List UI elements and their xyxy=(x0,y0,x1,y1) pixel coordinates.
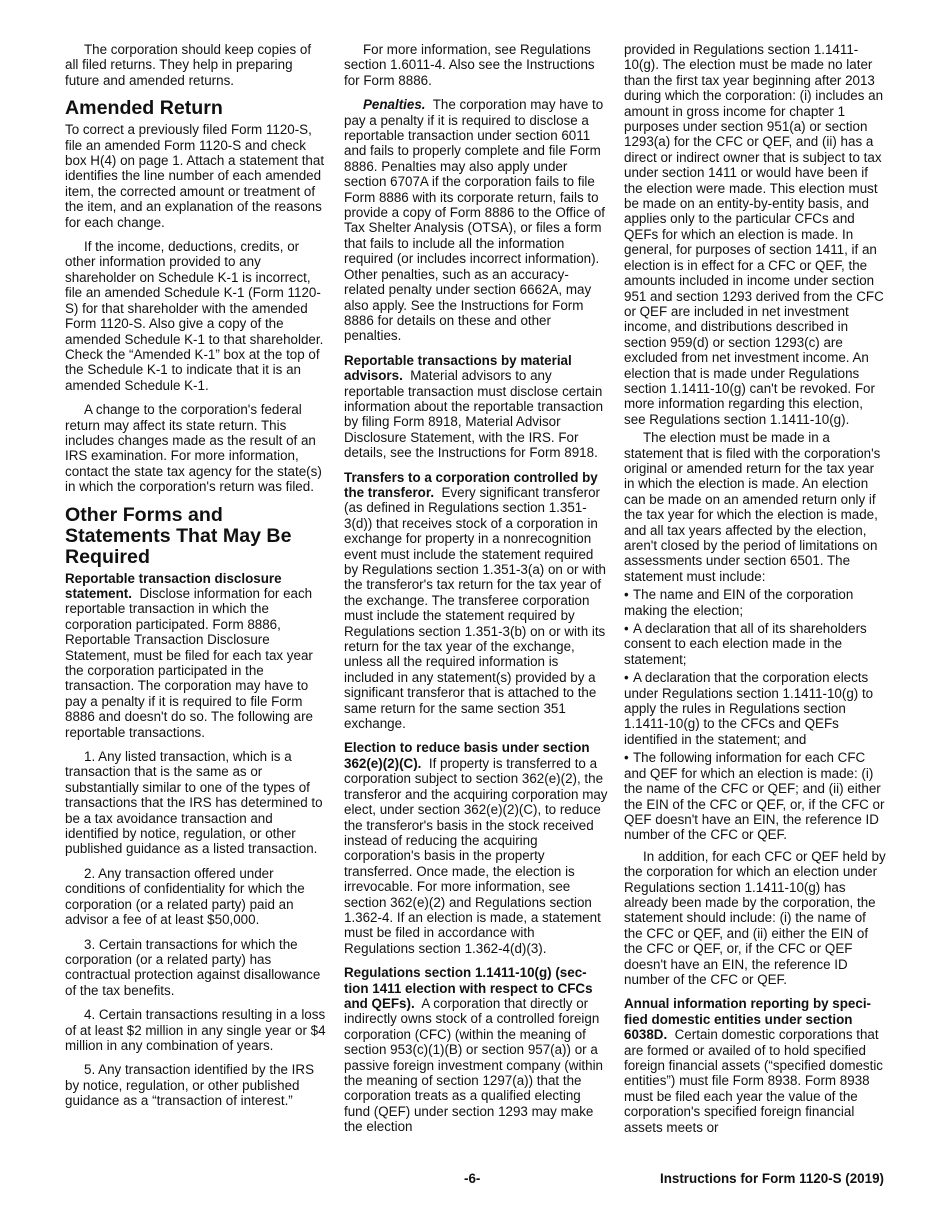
text-material-advisors: Material advisors to any reportable transaction must disclose certain information about the reportable transaction by filing Form 8918, Material Advisor Disclosure Statement, with the IRS. For details, see the Instructions for Form 8918. xyxy=(344,368,604,461)
text-election-reduce-basis: If property is transferred to a corporation subject to section 362(e)(2), the transferor and the acquiring corporation may elect, under section 362(e)(2)(C), to reduce the transferor's basis in the stock received instead of reducing the acquiring corporation's basis in the property transferred. Once made, the election is irrevocable. For more information, see section 362(e)(2) and Regulations section 1.362-4. If an election is made, a statement must be filed in accordance with Regulations section 1.362-4(d)(3). xyxy=(344,755,608,956)
heading-amended-return: Amended Return xyxy=(65,97,223,120)
list-item-2: 2. Any transaction offered under conditions of confidentiality for which the corporation (or a related party) paid an advisor a fee of at least $50,000. xyxy=(65,865,305,928)
paragraph-keep-copies: The corporation should keep copies of all filed returns. They help in preparing future and amended returns. xyxy=(65,42,312,88)
form-title: Instructions for Form 1120-S (2019) xyxy=(660,1171,884,1186)
paragraph-regulations-1411 xyxy=(344,965,608,1134)
runin-penalties: Penalties. xyxy=(363,97,426,113)
runin-election-reduce-basis: Election to reduce basis under section 362(e)(2)(C). xyxy=(344,740,590,771)
paragraph-annual-reporting xyxy=(624,996,886,1135)
runin-material-advisors: Reportable transactions by material advisors. xyxy=(344,352,572,384)
list-item-4: 4. Certain transactions resulting in a loss of at least $2 million in any single year or $4 million in any combination of years. xyxy=(65,1007,326,1053)
runin-regulations-1411: Regulations section 1.1411-10(g) (sec-tion 1411 election with respect to CFCs and QEFs). xyxy=(344,965,593,1011)
text-penalties: The corporation may have to pay a penalty if it is required to disclose a reportable transaction under section 6011 and fails to properly complete and file Form 8886. Penalties may also apply under section 6707A if the corporation fails to file Form 8886 with its corporate return, fails to provide a copy of Form 8886 to the Office of Tax Shelter Analysis (OTSA), or files a form that fails to include all the information required (or includes incorrect information). Other penalties, such as an accuracy-related penalty under section 6662A, may also apply. See the Instructions for Form 8886 for details on these and other penalties. xyxy=(344,97,606,344)
paragraph-amended-3: A change to the corporation's federal return may affect its state return. This includes changes made as the result of an IRS examination. For more information, contact the state tax agency for the state(s) in which the corporation's return was filed. xyxy=(65,402,322,495)
paragraph-disclosure-statement xyxy=(65,571,327,740)
bullet-item-3 xyxy=(624,670,886,747)
column-right xyxy=(624,42,886,1144)
text-transfers: Every significant transferor (as defined in Regulations section 1.351-3(d)) that receives stock of a corporation in exchange for property in a nonrecognition event must include the statement required by Regulations section 1.351-3(a) on or with the transferor's tax return for the tax year of the exchange. The transferee corporation must include the statement required by Regulations section 1.351-3(b) on or with its return for the tax year of the exchange, unless all the required information is included in any statement(s) provided by a significant transferor that is attached to the same return for the same section 351 exchange. xyxy=(344,484,607,732)
bullet-text-4: The following information for each CFC and QEF for which an election is made: (i) the name of the CFC or QEF; and (ii) either the EIN of the CFC or QEF, or, if the CFC or QEF doesn't have an EIN, the reference ID number of the CFC or QEF. xyxy=(624,750,885,843)
paragraph-more-info: For more information, see Regulations section 1.6011-4. Also see the Instructions for Form 8886. xyxy=(344,42,595,88)
list-item-1: 1. Any listed transaction, which is a transaction that is the same as or substantially similar to one of the types of transactions that the IRS has determined to be a tax avoidance transaction and identified by notice, regulation, or other published guidance as a listed transaction. xyxy=(65,749,323,857)
paragraph-penalties xyxy=(344,97,608,344)
page-number: -6- xyxy=(464,1171,481,1186)
bullet-icon: • xyxy=(624,587,629,603)
paragraph-election-reduce-basis xyxy=(344,740,608,956)
text-disclosure-statement: Disclose information for each reportable transaction in which the corporation participated. Form 8886, Reportable Transaction Disclosure Statement, must be filed for each tax year the corporation participated in the transaction. The corporation may have to pay a penalty if it is required to file Form 8886 and doesn't do so. The following are reportable transactions. xyxy=(65,585,313,740)
bullet-icon: • xyxy=(624,750,629,766)
column-middle xyxy=(344,42,608,1144)
heading-other-forms: Other Forms and Statements That May Be Required xyxy=(65,503,292,568)
paragraph-in-addition: In addition, for each CFC or QEF held by the corporation for which an election under Regulations section 1.1411-10(g) has already been made by the corporation, the statement should include: (i) the name of the CFC or QEF, and (ii) either the EIN of the CFC or QEF, or, if the CFC or QEF doesn't have an EIN, the reference ID number of the CFC or QEF. xyxy=(624,848,886,987)
bullet-item-1 xyxy=(624,587,886,618)
list-item-3: 3. Certain transactions for which the corporation (or a related party) has contractual protection against disallowance of the tax benefits. xyxy=(65,936,321,998)
paragraph-election-continued: provided in Regulations section 1.1411-10(g). The election must be made no later than the first tax year beginning after 2013 during which the corporation: (i) includes an amount in gross income for chapter 1 purposes under section 951(a) or section 1293(a) for the CFC or QEF, and (ii) has a direct or indirect owner that is subject to tax under section 1411 or would have been if the election were made. This election must be made on an entity-by-entity basis, and applies only to the particular CFCs and QEFs for which an election is made. In general, for purposes of section 1411, if an election is in effect for a CFC or QEF, the amounts included in income under section 951 and section 1293 derived from the CFC or QEF are included in net investment income, and distributions described in section 959(d) or section 1293(c) are excluded from net investment income. An election that is made under Regulations section 1.1411-10(g) can't be revoked. For more information regarding this election, see Regulations section 1.1411-10(g). xyxy=(624,42,884,427)
paragraph-election-statement: The election must be made in a statement that is filed with the corporation's original or amended return for the tax year in which the election is made. An election can be made on an amended return only if the tax year for which the election is made, and all tax years affected by the election, aren't closed by the period of limitations on assessments under section 6501. The statement must include: xyxy=(624,430,881,584)
runin-annual-reporting: Annual information reporting by speci-fied domestic entities under section 6038D. xyxy=(624,996,871,1043)
text-regulations-1411: A corporation that directly or indirectly owns stock of a controlled foreign corporation (CFC) (within the meaning of section 953(c)(1)(B) or section 957(a)) or a passive foreign investment company (within the meaning of section 1297(a)) that the corporation treats as a qualified electing fund (QEF) under section 1293 may make the election xyxy=(344,995,604,1135)
text-annual-reporting: Certain domestic corporations that are formed or availed of to hold specified foreign financial assets (“specified domestic entities”) must file Form 8938. Form 8938 must be filed each year the value of the corporation's specified foreign financial assets meets or xyxy=(624,1027,884,1135)
paragraph-amended-1: To correct a previously filed Form 1120-S, file an amended Form 1120-S and check box H(4) on page 1. Attach a statement that identifies the line number of each amended item, the corrected amount or treatment of the item, and an explanation of the reasons for each change. xyxy=(65,122,325,230)
bullet-icon: • xyxy=(624,670,629,686)
list-item-5: 5. Any transaction identified by the IRS by notice, regulation, or other published guidance as a “transaction of interest.” xyxy=(65,1062,315,1109)
bullet-icon: • xyxy=(624,621,629,637)
runin-disclosure-statement: Reportable transaction disclosure statement. xyxy=(65,570,282,601)
bullet-text-3: A declaration that the corporation elects under Regulations section 1.1411-10(g) to apply the rules in Regulations section 1.1411-10(g) to the CFCs and QEFs identified in the statement; and xyxy=(624,670,874,747)
paragraph-amended-2: If the income, deductions, credits, or other information provided to any shareholder on Schedule K-1 is incorrect, file an amended Schedule K-1 (Form 1120-S) for that shareholder with the amended Form 1120-S. Also give a copy of the amended Schedule K-1 to that shareholder. Check the “Amended K-1” box at the top of the Schedule K-1 to indicate that it is an amended Schedule K-1. xyxy=(65,239,324,393)
bullet-item-2 xyxy=(624,621,886,667)
runin-transfers: Transfers to a corporation controlled by the transferor. xyxy=(344,469,598,500)
bullet-item-4 xyxy=(624,750,886,842)
paragraph-material-advisors xyxy=(344,353,608,461)
paragraph-transfers xyxy=(344,470,608,732)
bullet-text-1: The name and EIN of the corporation making the election; xyxy=(624,587,854,618)
bullet-text-2: A declaration that all of its shareholders consent to each election made in the statement; xyxy=(624,621,867,667)
column-left xyxy=(65,42,327,1118)
